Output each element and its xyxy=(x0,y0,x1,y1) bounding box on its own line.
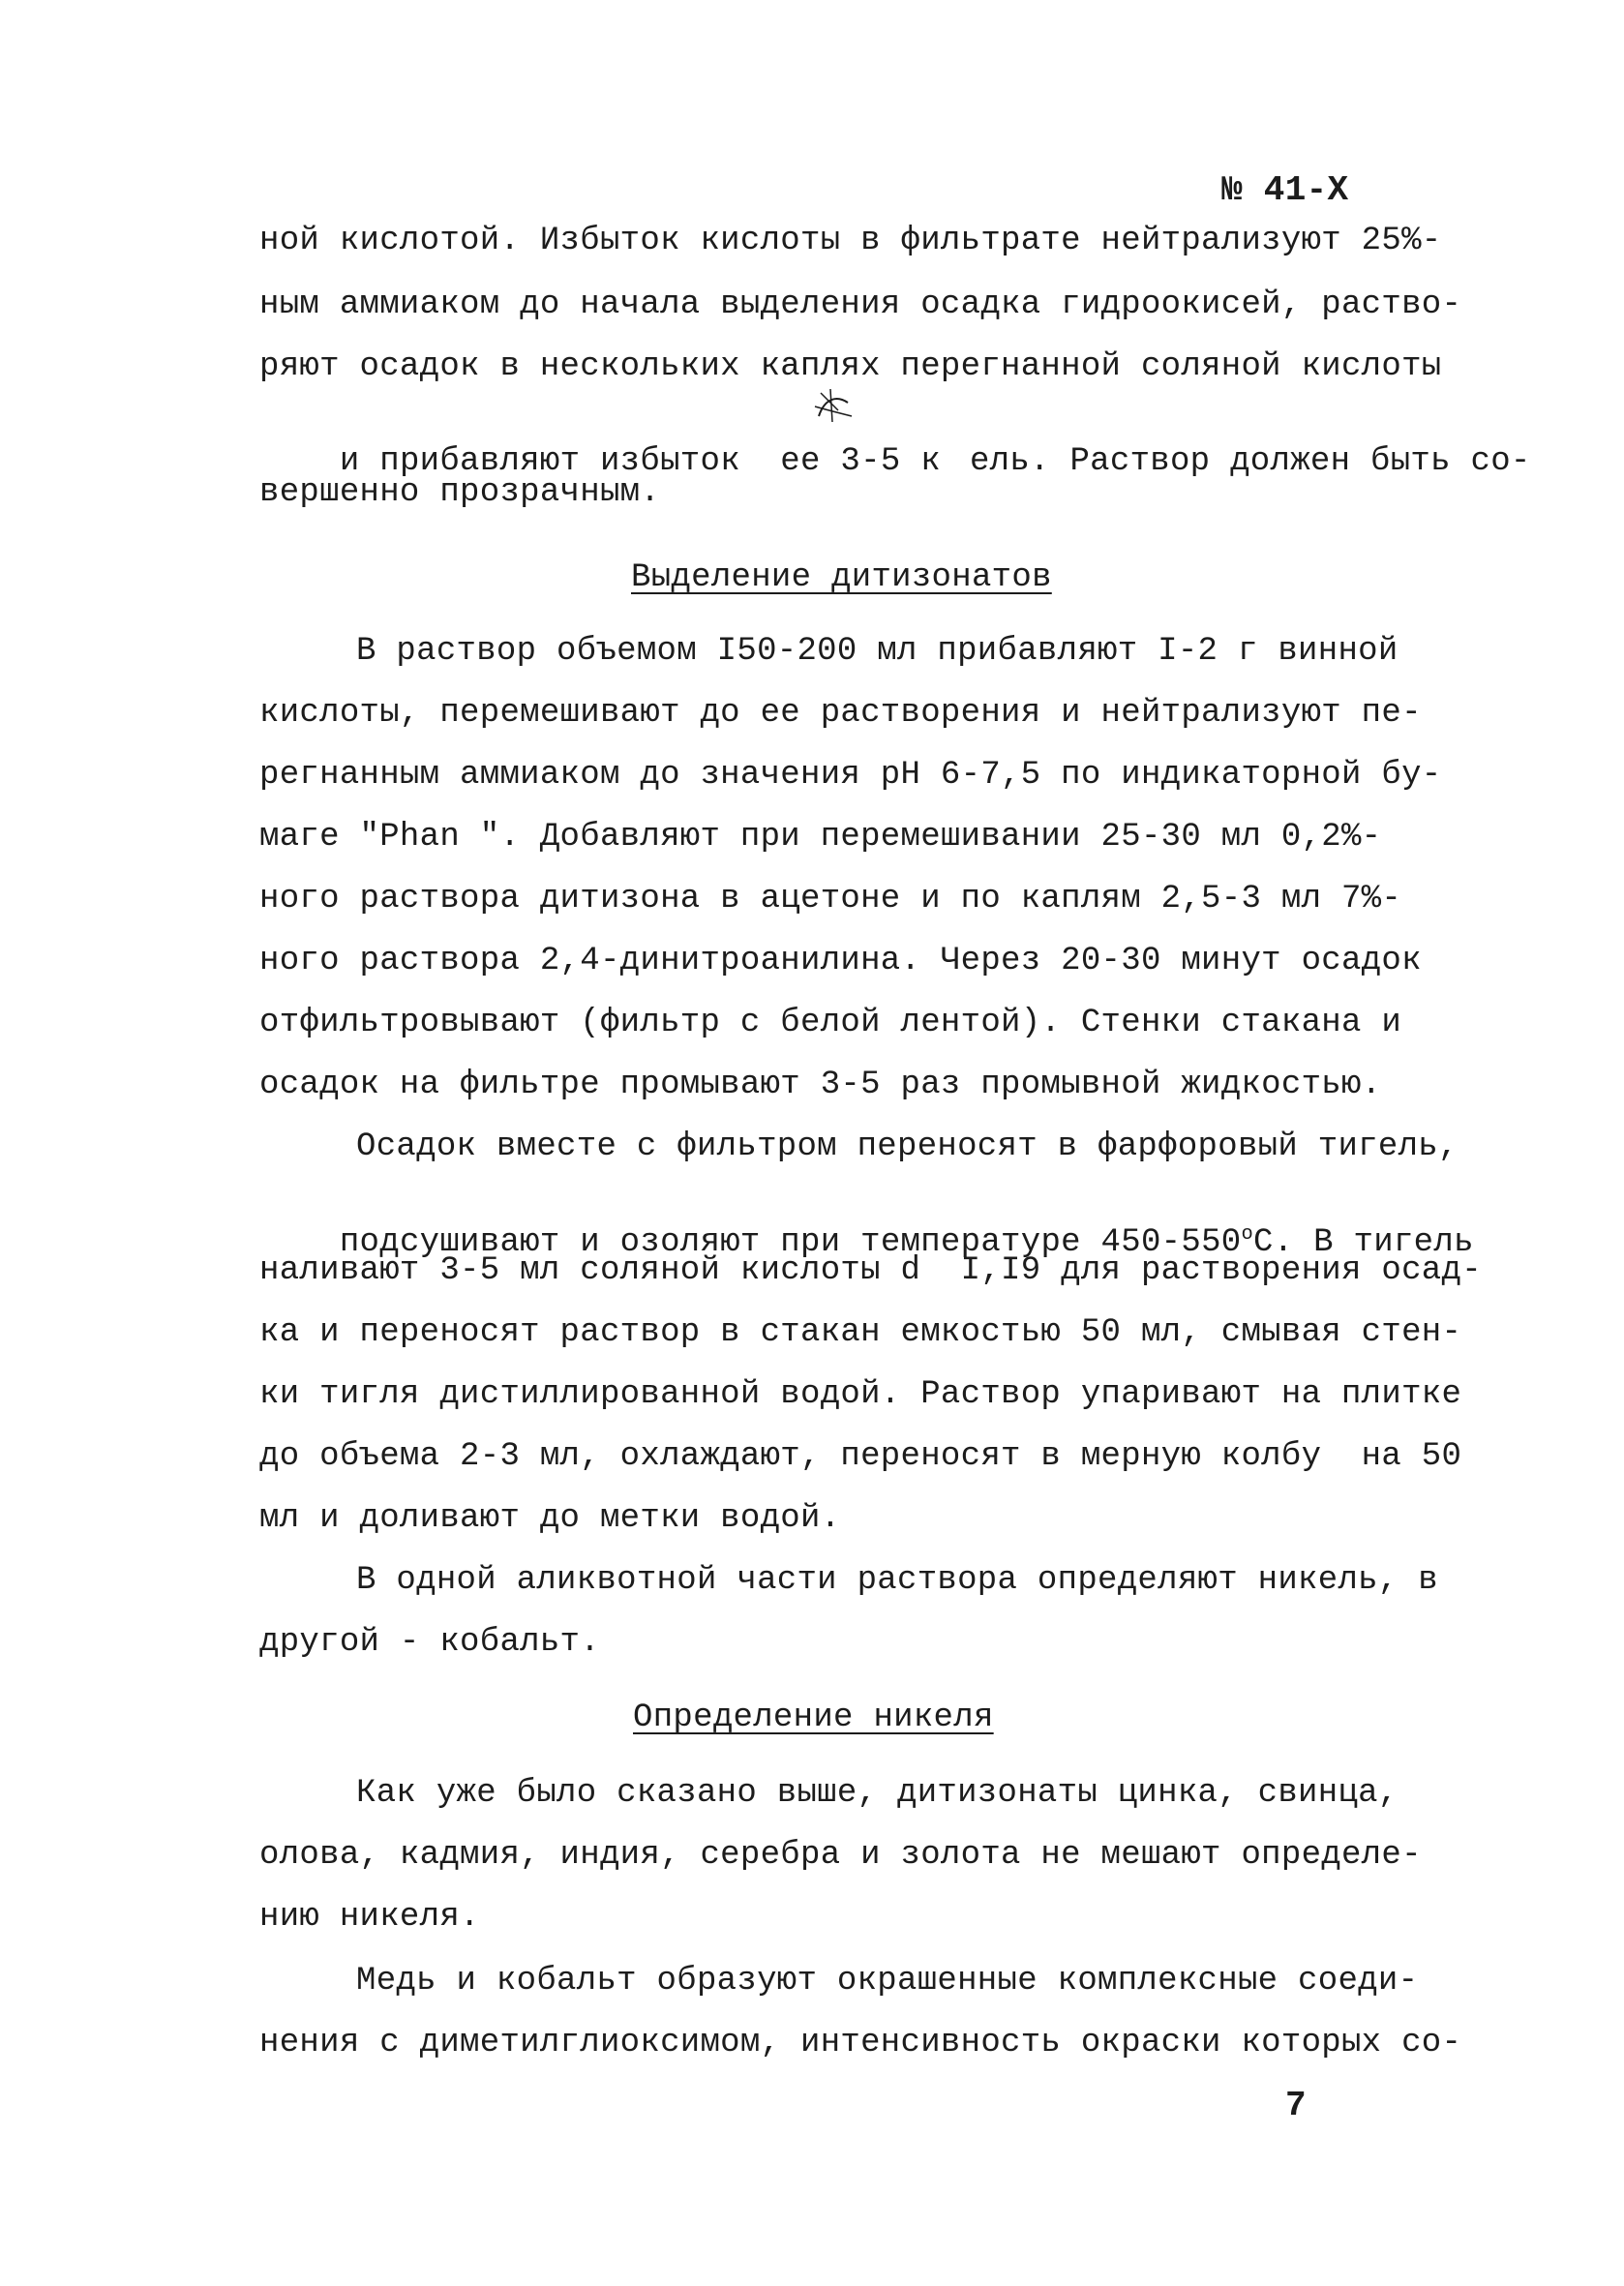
ink-stamp-mark xyxy=(809,381,857,430)
paragraph-5-line-3: нию никеля. xyxy=(259,1899,480,1936)
paragraph-1-line-1: ной кислотой. Избыток кислоты в фильтрате нейтрализуют 25%- xyxy=(259,223,1442,259)
paragraph-2-line-7: отфильтровывают (фильтр с белой лентой). Стенки стакана и xyxy=(259,1005,1402,1041)
paragraph-1-line-4-part-a: и прибавляют избыток ее 3-5 к xyxy=(339,443,941,480)
document-number: № 41-Х xyxy=(1221,170,1349,210)
paragraph-1-line-4-part-b: ель. Раствор должен быть со- xyxy=(969,443,1531,480)
paragraph-1-line-2: ным аммиаком до начала выделения осадка гидроокисей, раство- xyxy=(259,286,1462,323)
paragraph-3-line-7: мл и доливают до метки водой. xyxy=(259,1500,841,1537)
paragraph-2-line-3: регнанным аммиаком до значения рН 6-7,5 по индикаторной бу- xyxy=(259,757,1442,794)
paragraph-2-line-2: кислоты, перемешивают до ее растворения и нейтрализуют пе- xyxy=(259,695,1422,732)
paragraph-3-line-5: ки тигля дистиллированной водой. Раствор упаривают на плитке xyxy=(259,1376,1462,1413)
paragraph-3-line-2-part-a: подсушивают и озоляют при температуре 450-550 xyxy=(339,1224,1242,1262)
section-heading-nickel: Определение никеля xyxy=(633,1699,994,1736)
paragraph-2-line-6: ного раствора 2,4-динитроанилина. Через 20-30 минут осадок xyxy=(259,943,1422,979)
paragraph-2-line-5: ного раствора дитизона в ацетоне и по каплям 2,5-3 мл 7%- xyxy=(259,881,1402,917)
paragraph-3-line-1: Осадок вместе с фильтром переносят в фарфоровый тигель, xyxy=(356,1128,1459,1165)
paragraph-3-line-3: наливают 3-5 мл соляной кислоты d I,I9 для растворения осад- xyxy=(259,1252,1482,1289)
paragraph-3-line-6: до объема 2-3 мл, охлаждают, переносят в мерную колбу на 50 xyxy=(259,1438,1462,1475)
paragraph-4-line-1: В одной аликвотной части раствора определяют никель, в xyxy=(356,1562,1438,1599)
paragraph-4-line-2: другой - кобальт. xyxy=(259,1624,600,1661)
paragraph-5-line-1: Как уже было сказано выше, дитизонаты цинка, свинца, xyxy=(356,1775,1398,1812)
paragraph-2-line-1: В раствор объемом I50-200 мл прибавляют I-2 г винной xyxy=(356,633,1398,670)
paragraph-6-line-2: нения с диметилглиоксимом, интенсивность окраски которых со- xyxy=(259,2025,1462,2061)
paragraph-3-line-2-part-b: С. В тигель xyxy=(1253,1224,1474,1262)
paragraph-2-line-8: осадок на фильтре промывают 3-5 раз промывной жидкостью. xyxy=(259,1067,1382,1103)
paragraph-3-line-4: ка и переносят раствор в стакан емкостью 50 мл, смывая стен- xyxy=(259,1314,1462,1351)
paragraph-6-line-1: Медь и кобальт образуют окрашенные комплексные соеди- xyxy=(356,1963,1419,2000)
section-heading-dithizonates: Выделение дитизонатов xyxy=(631,559,1052,596)
degree-superscript: о xyxy=(1241,1223,1254,1246)
paragraph-1-line-3: ряют осадок в нескольких каплях перегнанной соляной кислоты xyxy=(259,348,1442,385)
page-number: 7 xyxy=(1285,2086,1307,2125)
paragraph-2-line-4: маге "Phan ". Добавляют при перемешивании 25-30 мл 0,2%- xyxy=(259,819,1382,856)
paragraph-5-line-2: олова, кадмия, индия, серебра и золота не мешают определе- xyxy=(259,1837,1422,1874)
paragraph-1-line-5: вершенно прозрачным. xyxy=(259,474,661,511)
